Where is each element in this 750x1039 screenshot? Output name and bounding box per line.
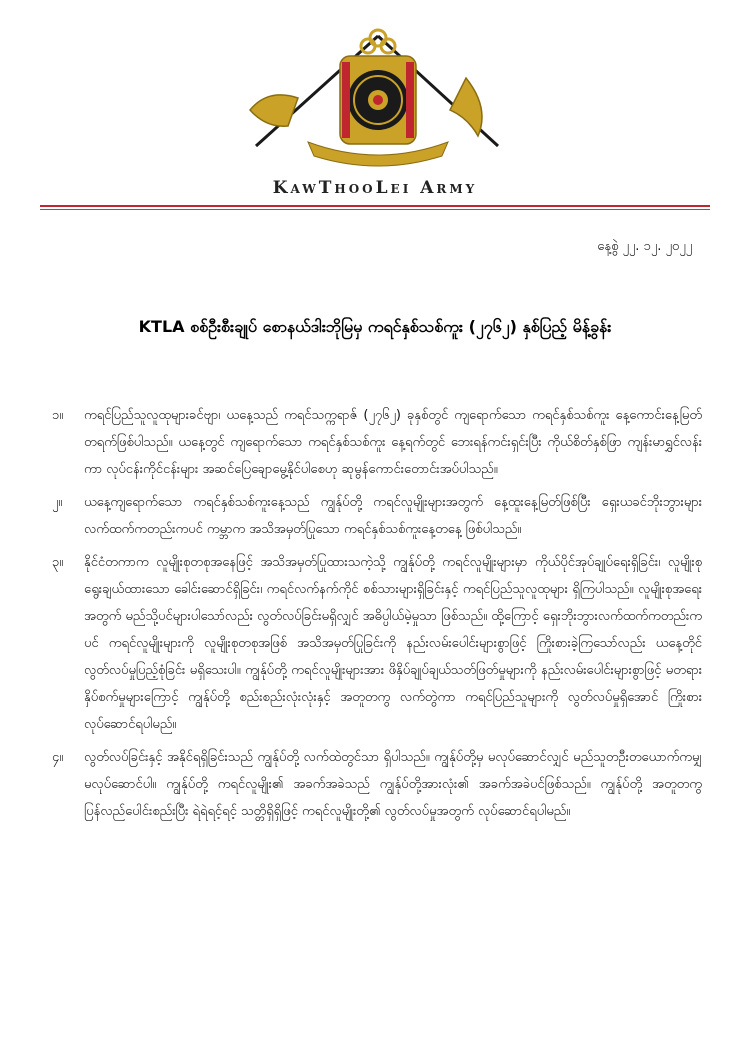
document-title: KTLA စစ်ဦးစီးချုပ် စောနယ်ဒါးဘိုမြမှ ကရင်နှစ်သစ်ကူး (၂၇၆၂) နှစ်ပြည့် မိန့်ခွန်း: [138, 317, 612, 336]
document-date: နေ့စွဲ ၂၂. ၁၂. ၂၀၂၂: [597, 239, 692, 254]
body-paragraphs: [52, 402, 702, 831]
paragraph-text: နိုင်ငံတကာက လူမျိုးစုတစုအနေဖြင့် အသိအမှတ်ပြုထားသကဲ့သို့ ကျွန်ုပ်တို့ ကရင်လူမျိုးများမှာ ကိုယ်ပိုင်အုပ်ချုပ်ရေးရှိခြင်း၊ လူမျိုးစုရွေးချယ်ထားသော ခေါင်းဆောင်ရှိခြင်း၊ ကရင်လက်နက်ကိုင် စစ်သားများရှိခြင်းနှင့် ကရင်ပြည်သူလူထုများ ရှိကြပါသည်။ လူမျိုးစုအရေးအတွက် မည်သို့ပင်များပါသော်လည်း လွတ်လပ်ခြင်းမရှိလျှင် အဓိပ္ပါယ်မဲ့မှုသာ ဖြစ်သည်။ ထို့ကြောင့် ရှေးဘိုးဘွားလက်ထက်ကတည်းကပင် ကရင်လူမျိုးများကို လူမျိုးစုတစုအဖြစ် အသိအမှတ်ပြုခြင်းကို နည်းလမ်းပေါင်းများစွာဖြင့် ကြိုးစားခဲ့ကြသော်လည်း ယနေ့တိုင် လွတ်လပ်မှုပြည့်စုံခြင်း မရှိသေးပါ။ ကျွန်ုပ်တို့ ကရင်လူမျိုးများအား ဖိနှိပ်ချုပ်ချယ်သတ်ဖြတ်မှုများကို နည်းလမ်းပေါင်းများစွာဖြင့် မတရားနှိပ်စက်မှုများကြောင့် ကျွန်ုပ်တို့ စည်းစည်းလုံးလုံးနှင့် အတူတကွ လက်တွဲကာ ကရင်ပြည်သူများကို လွတ်လပ်မှုရှိအောင် ကြိုးစားလုပ်ဆောင်ရပါမည်။: [84, 555, 702, 732]
kawthoolei-army-emblem-icon: [228, 18, 528, 168]
paragraph-text: ယနေ့ကျရောက်သော ကရင်နှစ်သစ်ကူးနေ့သည် ကျွန်ုပ်တို့ ကရင်လူမျိုးများအတွက် နေ့ထူးနေ့မြတ်ဖြစ်ပြီး ရှေးယခင်ဘိုးဘွားများ လက်ထက်ကတည်းကပင် ကမ္ဘာက အသိအမှတ်ပြုသော ကရင်နှစ်သစ်ကူးနေ့တနေ့ ဖြစ်ပါသည်။: [84, 495, 702, 537]
paragraph-4: [52, 744, 702, 825]
paragraph-number: ၃။: [52, 555, 64, 570]
paragraph-number: ၂။: [52, 495, 63, 510]
paragraph-1: [52, 402, 702, 483]
paragraph-2: [52, 489, 702, 543]
paragraph-text: လွတ်လပ်ခြင်းနှင့် အနိုင်ရရှိခြင်းသည် ကျွန်ုပ်တို့ လက်ထဲတွင်သာ ရှိပါသည်။ ကျွန်ုပ်တို့မှ မလုပ်ဆောင်လျှင် မည်သူတဦးတယောက်ကမျှ မလုပ်ဆောင်ပါ။ ကျွန်ုပ်တို့ ကရင်လူမျိုး၏ အခက်အခဲသည် ကျွန်ုပ်တို့အားလုံး၏ အခက်အခဲပင်ဖြစ်သည်။ ကျွန်ုပ်တို့ အတူတကွ ပြန်လည်ပေါင်းစည်းပြီး ရဲရဲရင့်ရင့် သတ္တိရှိရှိဖြင့် ကရင်လူမျိုးတို့၏ လွတ်လပ်မှုအတွက် လုပ်ဆောင်ရပါမည်။: [84, 750, 702, 819]
paragraph-3: [52, 549, 702, 738]
header-divider-blue: [40, 209, 710, 210]
paragraph-text: ကရင်ပြည်သူလူထုများခင်ဗျာ၊ ယနေ့သည် ကရင်သက္ကရာဇ် (၂၇၆၂) ခုနှစ်တွင် ကျရောက်သော ကရင်နှစ်သစ်ကူး နေ့ကောင်းနေ့မြတ် တရက်ဖြစ်ပါသည်။ ယနေ့တွင် ကျရောက်သော ကရင်နှစ်သစ်ကူး နေ့ရက်တွင် ဘေးရန်ကင်းရှင်းပြီး ကိုယ်စိတ်နှစ်ဖြာ ကျန်းမာရွှင်လန်းကာ လုပ်ငန်းကိုင်ငန်းများ အဆင်ပြေချောမွေ့နိုင်ပါစေဟု ဆုမွန်ကောင်းတောင်းအပ်ပါသည်။: [84, 408, 702, 477]
header-divider-red: [40, 205, 710, 207]
org-name: KawThooLei Army: [272, 178, 478, 198]
paragraph-number: ၄။: [52, 750, 64, 765]
paragraph-number: ၁။: [52, 408, 64, 423]
